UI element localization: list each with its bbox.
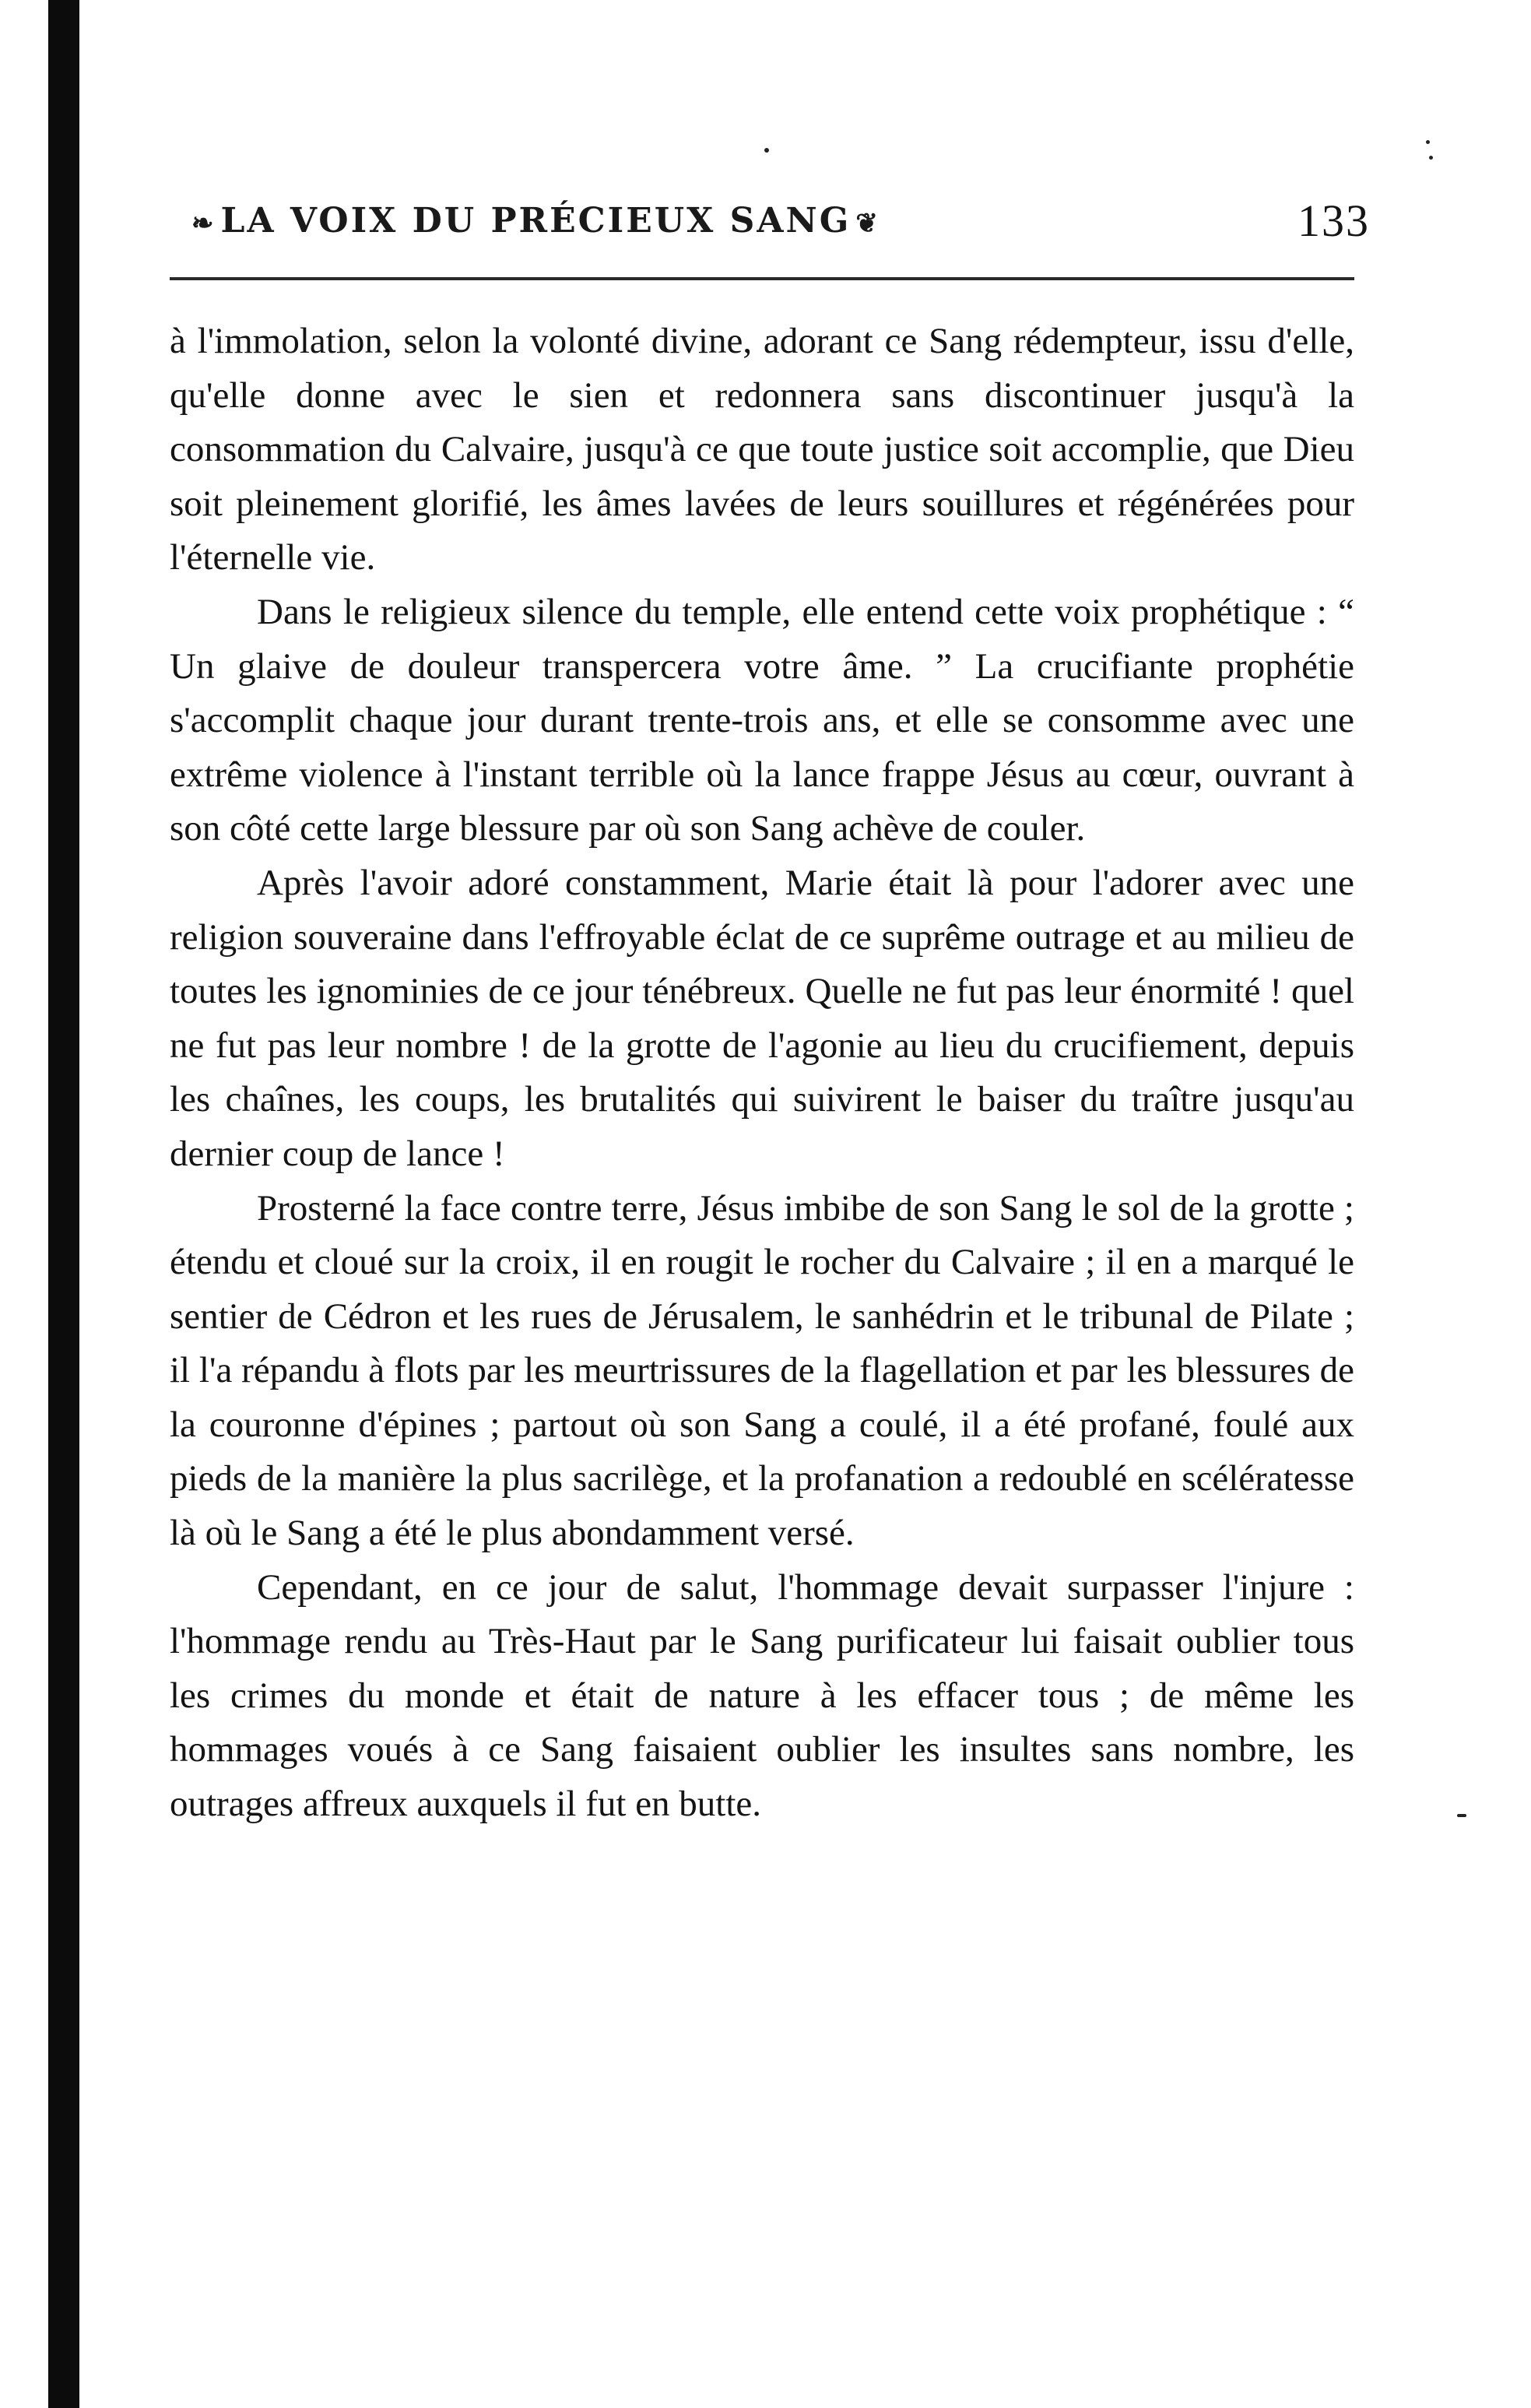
paragraph: Cependant, en ce jour de salut, l'hommage devait surpasser l'injure : l'hommage rendu au Très-Haut par le Sang purificateur lui faisait oublier tous les crimes du monde et était de nature à les effacer tous ; de même les hommages voués à ce Sang faisaient oublier les insultes sans nombre, les outrages affreux auxquels il fut en butte.	[170, 1566, 1354, 1825]
running-title	[187, 201, 885, 241]
running-title-text: LA VOIX DU PRÉCIEUX SANG	[220, 201, 852, 241]
scan-speck	[1429, 156, 1433, 160]
scan-speck	[1457, 1814, 1466, 1817]
paragraph: Dans le religieux silence du temple, elle entend cette voix prophétique : “ Un glaive de douleur transpercera votre âme. ” La crucifiante prophétie s'accomplit chaque jour durant trente-trois ans, et elle se consomme avec une extrême violence à l'instant terrible où la lance frappe Jésus au cœur, ouvrant à son côté cette large blessure par où son Sang achève de couler.	[170, 591, 1354, 849]
body-text	[170, 315, 1354, 1832]
binding-edge	[48, 0, 79, 2408]
ornament-icon: ❧	[191, 207, 216, 239]
ornament-icon: ❦	[855, 207, 880, 239]
paragraph: Après l'avoir adoré constamment, Marie était là pour l'adorer avec une religion souveraine dans l'effroyable éclat de ce suprême outrage et au milieu de toutes les ignominies de ce jour ténébreux. Quelle ne fut pas leur énormité ! quel ne fut pas leur nombre ! de la grotte de l'agonie au lieu du crucifiement, depuis les chaînes, les coups, les brutalités qui suivirent le baiser du traître jusqu'au dernier coup de lance !	[170, 862, 1354, 1174]
page-header	[187, 187, 1370, 257]
paragraph: à l'immolation, selon la volonté divine, adorant ce Sang rédempteur, issu d'elle, qu'elle donne avec le sien et redonnera sans discontinuer jusqu'à la consommation du Calvaire, jusqu'à ce que toute justice soit accomplie, que Dieu soit pleinement glorifié, les âmes lavées de leurs souillures et régénérées pour l'éternelle vie.	[170, 321, 1354, 578]
scan-speck	[1426, 140, 1430, 144]
paragraph: Prosterné la face contre terre, Jésus imbibe de son Sang le sol de la grotte ; étendu et cloué sur la croix, il en rougit le rocher du Calvaire ; il en a marqué le sentier de Cédron et les rues de Jérusalem, le sanhédrin et le tribunal de Pilate ; il l'a répandu à flots par les meurtrissures de la flagellation et par les blessures de la couronne d'épines ; partout où son Sang a coulé, il a été profané, foulé aux pieds de la manière la plus sacrilège, et la profanation a redoublé en scélératesse là où le Sang a été le plus abondamment versé.	[170, 1187, 1354, 1554]
page-number: 133	[1297, 195, 1370, 246]
scan-speck	[764, 148, 769, 153]
header-rule	[170, 277, 1354, 280]
